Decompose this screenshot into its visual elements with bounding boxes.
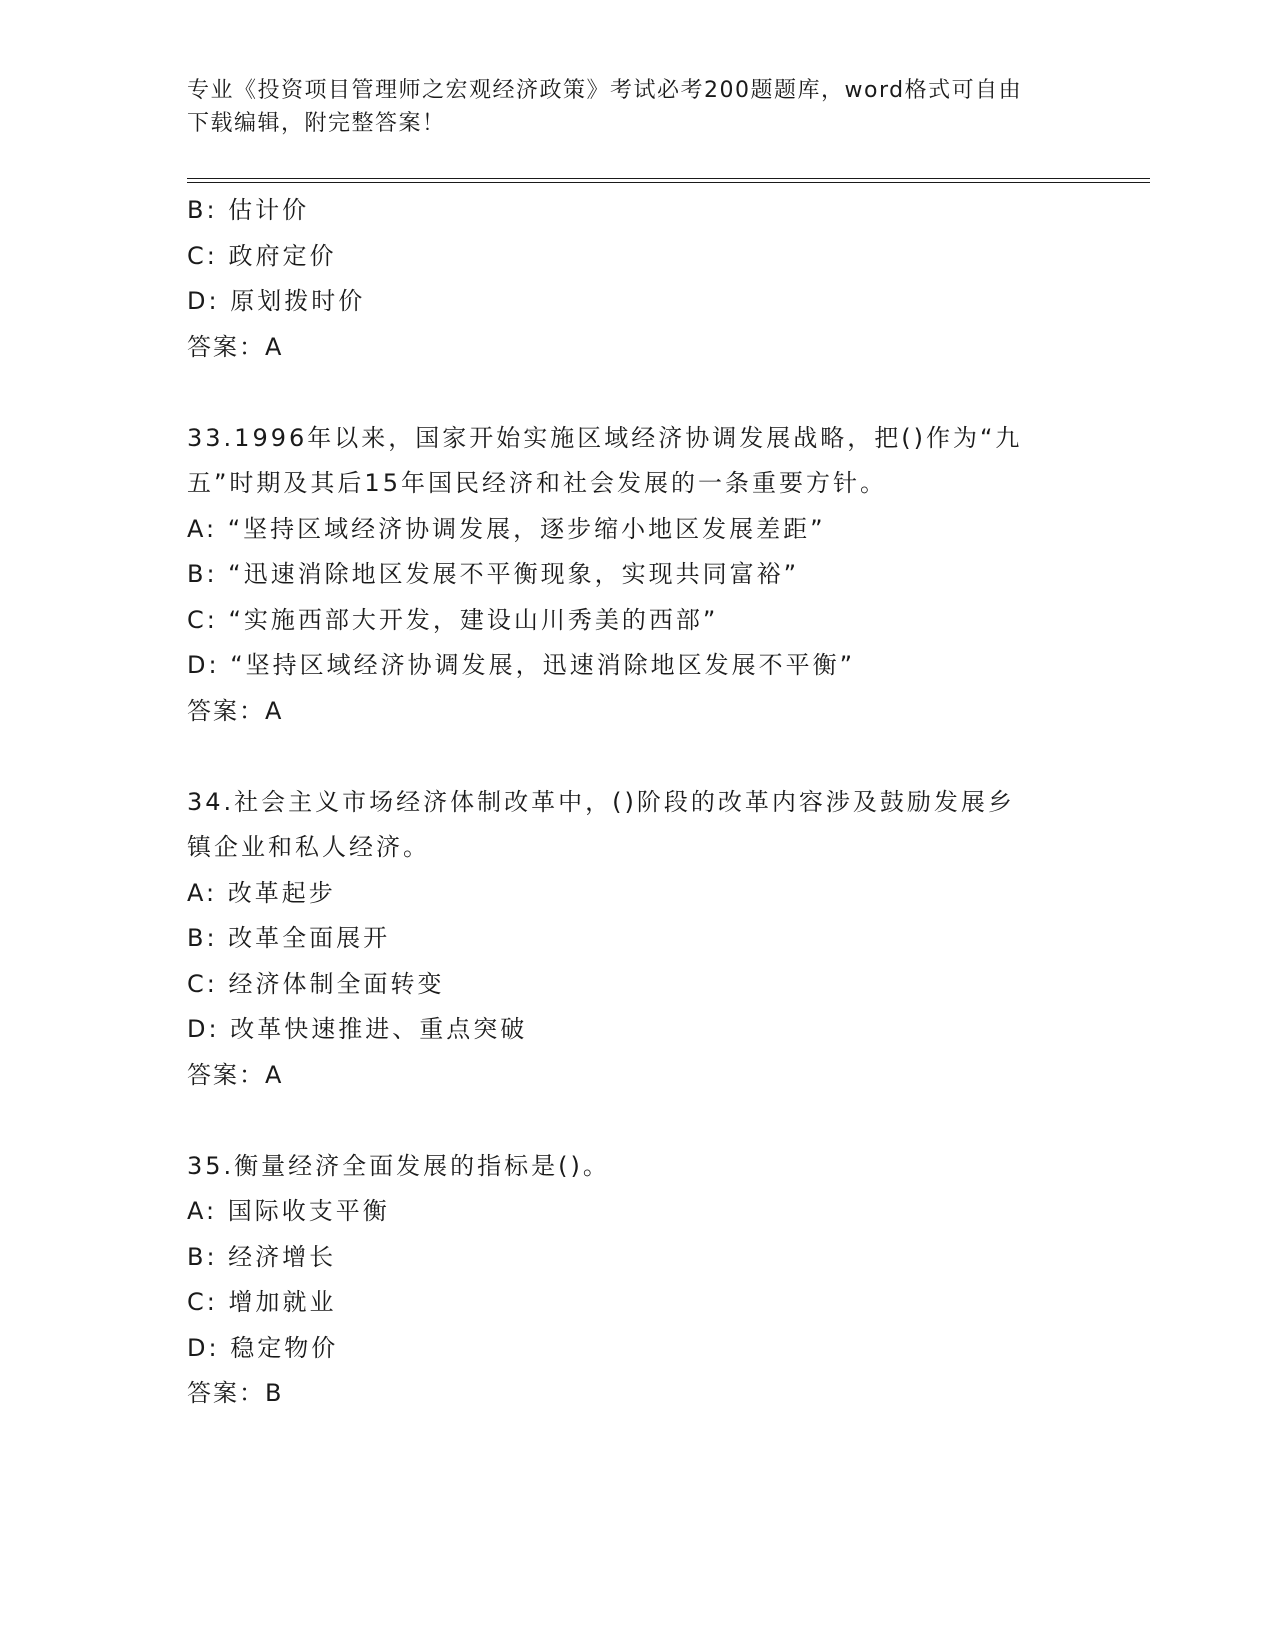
question-33 xyxy=(187,416,1107,735)
option-d: D: 改革快速推进、重点突破 xyxy=(187,1015,528,1043)
spacer xyxy=(187,734,1107,780)
option-b: B: “迅速消除地区发展不平衡现象，实现共同富裕” xyxy=(187,560,800,588)
question-stem: 五”时期及其后15年国民经济和社会发展的一条重要方针。 xyxy=(187,469,887,497)
option-b: B: 改革全面展开 xyxy=(187,924,391,952)
spacer xyxy=(187,370,1107,416)
option-d: D: “坚持区域经济协调发展，迅速消除地区发展不平衡” xyxy=(187,651,856,679)
document-header xyxy=(187,74,1077,140)
header-line-1: 专业《投资项目管理师之宏观经济政策》考试必考200题题库，word格式可自由 xyxy=(187,78,1023,103)
option-a: A: “坚持区域经济协调发展，逐步缩小地区发展差距” xyxy=(187,514,826,543)
option-c: C: 政府定价 xyxy=(187,241,337,270)
question-stem: 33.1996年以来，国家开始实施区域经济协调发展战略，把()作为“九 xyxy=(187,423,1023,452)
header-divider-top xyxy=(187,178,1150,179)
question-stem: 35.衡量经济全面发展的指标是()。 xyxy=(187,1151,610,1180)
option-c: C: 经济体制全面转变 xyxy=(187,969,445,998)
option-a: A: 国际收支平衡 xyxy=(187,1197,390,1225)
option-b: B: 经济增长 xyxy=(187,1242,337,1271)
option-a: A: 改革起步 xyxy=(187,878,336,907)
header-line-2: 下载编辑，附完整答案！ xyxy=(187,111,446,136)
answer: 答案：A xyxy=(187,332,284,361)
answer: 答案：B xyxy=(187,1379,284,1407)
spacer xyxy=(187,1098,1107,1144)
question-34 xyxy=(187,780,1107,1099)
question-stem: 镇企业和私人经济。 xyxy=(187,833,430,861)
answer: 答案：A xyxy=(187,1060,284,1089)
option-d: D: 原划拨时价 xyxy=(187,287,366,315)
question-35 xyxy=(187,1144,1107,1417)
option-c: C: 增加就业 xyxy=(187,1288,337,1316)
question-list xyxy=(187,188,1107,1417)
option-c: C: “实施西部大开发，建设山川秀美的西部” xyxy=(187,605,719,634)
answer: 答案：A xyxy=(187,696,284,725)
option-d: D: 稳定物价 xyxy=(187,1333,339,1362)
question-32 xyxy=(187,188,1107,370)
question-stem: 34.社会主义市场经济体制改革中，()阶段的改革内容涉及鼓励发展乡 xyxy=(187,787,1015,816)
header-divider-bottom xyxy=(187,182,1150,183)
option-b: B: 估计价 xyxy=(187,196,310,224)
